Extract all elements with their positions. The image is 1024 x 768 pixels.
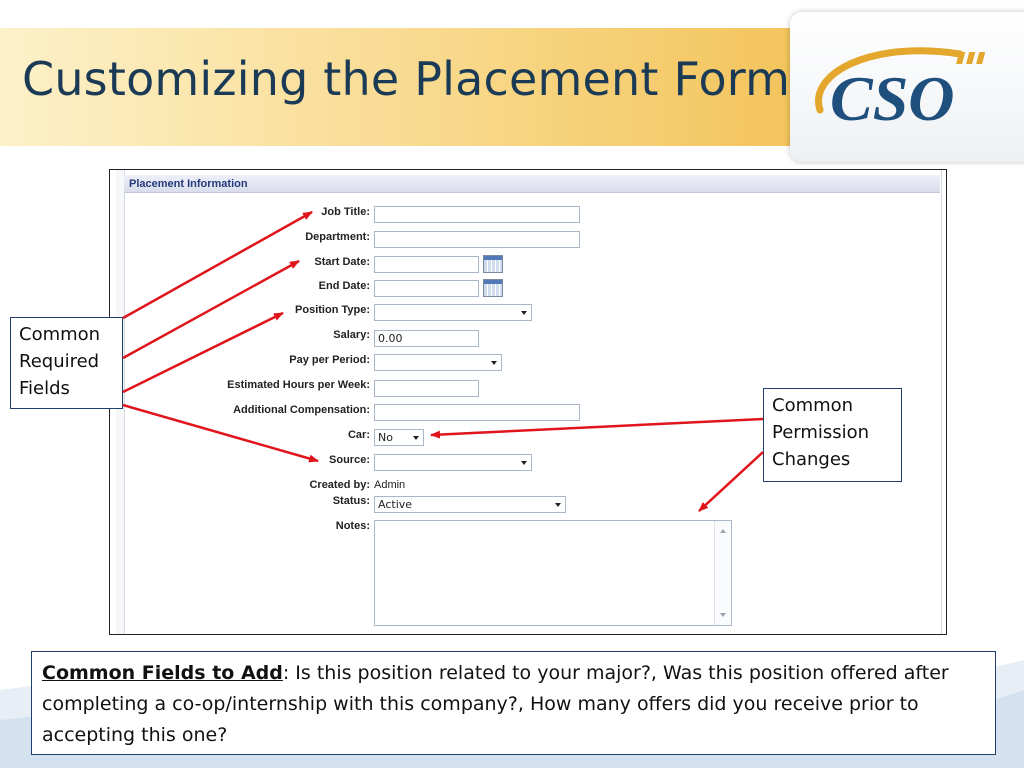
chevron-down-icon [491,361,497,365]
slide-title: Customizing the Placement Form [22,52,791,106]
fields-to-add-note [31,651,996,755]
section-header: Placement Information [124,175,940,193]
car-label: Car: [347,429,370,441]
source-select[interactable] [374,454,532,471]
salary-input[interactable]: 0.00 [374,330,479,347]
notes-label: Notes: [335,520,370,532]
status-select[interactable]: Active [374,496,566,513]
created-by-value: Admin [374,479,406,491]
notes-scrollbar[interactable] [714,521,731,625]
logo-text: CSO [830,63,955,134]
estimated-hours-label: Estimated Hours per Week: [227,379,370,391]
pay-per-period-select[interactable] [374,354,502,371]
start-date-input[interactable] [374,256,479,273]
job-title-input[interactable] [374,206,580,223]
department-input[interactable] [374,231,580,248]
calendar-icon[interactable] [483,279,503,297]
calendar-icon[interactable] [483,255,503,273]
permission-changes-callout: Common Permission Changes [763,388,902,482]
position-type-label: Position Type: [295,304,370,316]
note-text: : Is this position related to your major?, Was this position offered after completing a co-op/internship with this company?, How many offers did you receive prior to accepting this one? [42,662,949,746]
end-date-input[interactable] [374,280,479,297]
end-date-label: End Date: [318,280,370,292]
pay-per-period-label: Pay per Period: [289,354,370,366]
notes-textarea[interactable] [374,520,732,626]
department-label: Department: [305,231,370,243]
job-title-label: Job Title: [321,206,370,218]
source-label: Source: [329,454,370,466]
scroll-down-icon[interactable] [720,613,726,617]
created-by-label: Created by: [309,479,370,491]
car-select[interactable]: No [374,429,424,446]
chevron-down-icon [521,461,527,465]
chevron-down-icon [413,436,419,440]
additional-compensation-label: Additional Compensation: [233,404,370,416]
status-label: Status: [332,495,370,507]
scroll-up-icon[interactable] [720,529,726,533]
start-date-label: Start Date: [314,256,370,268]
required-fields-callout: Common Required Fields [10,317,123,409]
cso-logo [790,12,1024,162]
salary-label: Salary: [333,329,370,341]
note-heading: Common Fields to Add [42,662,283,684]
chevron-down-icon [521,311,527,315]
estimated-hours-input[interactable] [374,380,479,397]
additional-compensation-input[interactable] [374,404,580,421]
position-type-select[interactable] [374,304,532,321]
chevron-down-icon [555,503,561,507]
